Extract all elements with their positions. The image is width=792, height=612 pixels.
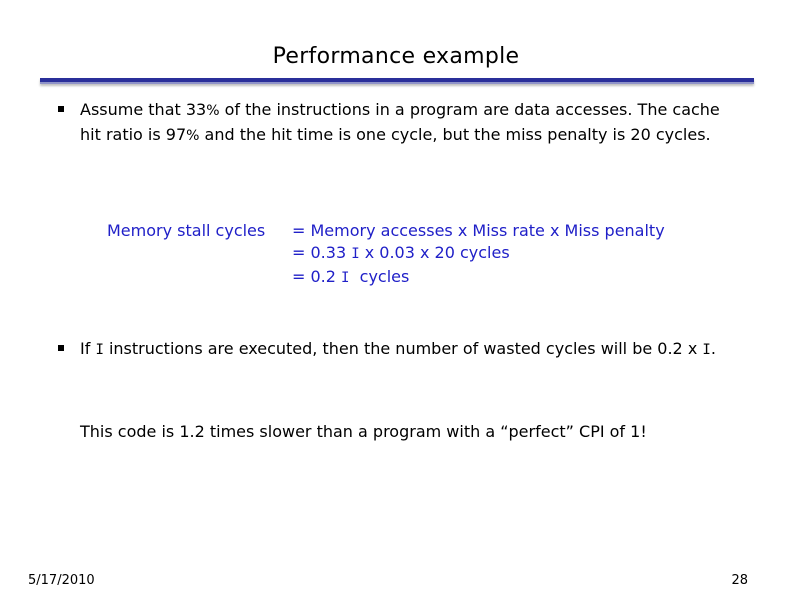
percent-sign: % <box>206 103 220 119</box>
conclusion-text: This code is 1.2 times slower than a program with a “perfect” CPI of 1! <box>80 422 647 441</box>
wasted-cycles-text: instructions are executed, then the number of wasted cycles will be 0.2 x <box>103 339 703 358</box>
equation-lhs: Memory stall cycles <box>107 221 266 240</box>
slide-title: Performance example <box>272 44 520 69</box>
equation-text: = 0.2 <box>292 267 342 286</box>
bullet-marker <box>58 106 64 112</box>
title-rule <box>40 78 754 84</box>
bullet-wasted-cycles <box>80 337 740 362</box>
assumption-text: of the instructions in a program are data accesses. The cache hit ratio is 97 <box>80 100 720 144</box>
equation-text: cycles <box>349 267 410 286</box>
equation-text: = 0.33 <box>292 243 352 262</box>
variable-i: I <box>95 342 104 358</box>
equation-line-3 <box>292 265 409 290</box>
wasted-cycles-text: . <box>710 339 716 358</box>
equation-text: x 0.03 x 20 cycles <box>359 243 510 262</box>
percent-sign: % <box>186 128 200 144</box>
variable-i: I <box>351 246 360 262</box>
footer-date: 5/17/2010 <box>28 573 95 588</box>
assumption-text: Assume that 33 <box>80 100 207 119</box>
equation-line-1: = Memory accesses x Miss rate x Miss penalty <box>292 221 665 240</box>
equation-line-2 <box>292 241 510 266</box>
bullet-assumption <box>80 98 740 148</box>
bullet-marker <box>58 345 64 351</box>
variable-i: I <box>702 342 711 358</box>
page-number: 28 <box>731 573 748 588</box>
assumption-text: and the hit time is one cycle, but the miss penalty is 20 cycles. <box>199 125 711 144</box>
variable-i: I <box>341 270 350 286</box>
wasted-cycles-text: If <box>80 339 96 358</box>
